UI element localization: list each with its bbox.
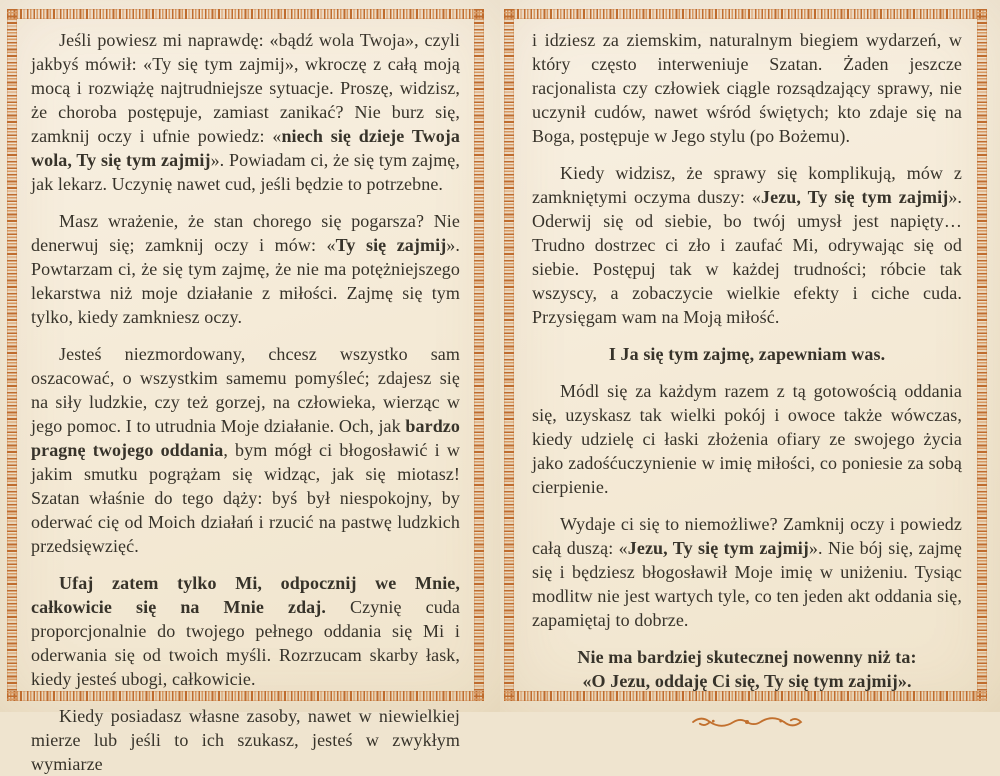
page-right-content: [500, 0, 1000, 712]
page-left: [0, 0, 500, 774]
paragraph: Jeśli powiesz mi naprawdę: «bądź wola Twoja», czyli jakbyś mówił: «Ty się tym zajmij», wkroczę z całą moją mocą i rozwiążę najtrudniejsze sytuacje. Proszę, widzisz, że choroba postępuje, zamiast zanikać? Nie burz się, zamknij oczy i ufnie powiedz: «niech się dzieje Twoja wola, Ty się tym zajmij». Powiadam ci, że się tym zajmę, jak lekarz. Uczynię nawet cud, jeśli będzie to potrzebne.: [31, 30, 460, 194]
page-right: [500, 0, 1000, 712]
paragraph: Masz wrażenie, że stan chorego się pogarsza? Nie denerwuj się; zamknij oczy i mów: «Ty się zajmij». Powtarzam ci, że się tym zajmę, że nie ma potężniejszego lekarstwa niż moje działanie z miłości. Zajmę się tym tylko, kiedy zamkniesz oczy.: [31, 211, 460, 327]
paragraph: Wydaje ci się to niemożliwe? Zamknij oczy i powiedz całą duszą: «Jezu, Ty się tym zajmij». Nie bój się, zajmę się i będziesz błogosławił Moje imię w uniżeniu. Tysiąc modlitw nie jest wartych tyle, co ten jeden akt oddania się, zapamiętaj to dobrze.: [532, 514, 962, 630]
paragraph: i idziesz za ziemskim, naturalnym biegiem wydarzeń, w który często interweniuje Szatan. Żaden jeszcze racjonalista czy człowiek ciągle rozsądzający sprawy, nie uczynił cudów, nawet wśród świętych; kto zdaje się na Boga, postępuje w Jego stylu (po Bożemu).: [532, 30, 962, 146]
paragraph: Jesteś niezmordowany, chcesz wszystko sam oszacować, o wszystkim samemu pomyśleć; zdajesz się na siły ludzkie, czy też gorzej, na człowieka, wierząc w jego pomoc. I to utrudnia Moje działanie. Och, jak bardzo pragnę twojego oddania, bym mógł ci błogosławić i w jakim smutku pogrążam się widząc, jak się miotasz! Szatan właśnie do tego dąży: byś był niespokojny, by oderwać cię od Moich działań i rzucić na pastwę ludzkich przedsięwzięć.: [31, 344, 460, 556]
paragraph: Kiedy posiadasz własne zasoby, nawet w niewielkiej mierze lub jeśli to ich szukasz, jesteś w zwykłym wymiarze: [31, 706, 460, 774]
paragraph: Módl się za każdym razem z tą gotowością oddania się, uzyskasz tak wielki pokój i owoce także wówczas, kiedy udzielę ci łaski złożenia ofiary ze swojego życia jako zadośćuczynienie w imię miłości, co poniesie za sobą cierpienie.: [532, 381, 962, 497]
paragraph: Kiedy widzisz, że sprawy się komplikują, mów z zamkniętymi oczyma duszy: «Jezu, Ty się tym zajmij». Oderwij się od siebie, bo twój umysł jest napięty… Trudno dostrzec ci zło i zaufać Mi, odrywając się od siebie. Postępuj tak w każdej trudności; róbcie tak wszyscy, a zobaczycie wielkie efekty i ciche cuda. Przysięgam wam na Moją miłość.: [532, 163, 963, 327]
page-left-content: [0, 0, 500, 774]
emphasis-line: I Ja się tym zajmę, zapewniam was.: [608, 344, 886, 364]
paragraph: Ufaj zatem tylko Mi, odpocznij we Mnie, całkowicie się na Mnie zdaj. Czynię cuda proporcjonalnie do twojego pełnego oddania się Mi i oderwania się od twoich myśli. Rozrzucam skarby łask, kiedy jesteś ubogi, całkowicie.: [31, 573, 460, 689]
closing-quote: Nie ma bardziej skutecznej nowenny niż ta: «O Jezu, oddaję Ci się, Ty się tym zajmij».: [577, 647, 917, 691]
